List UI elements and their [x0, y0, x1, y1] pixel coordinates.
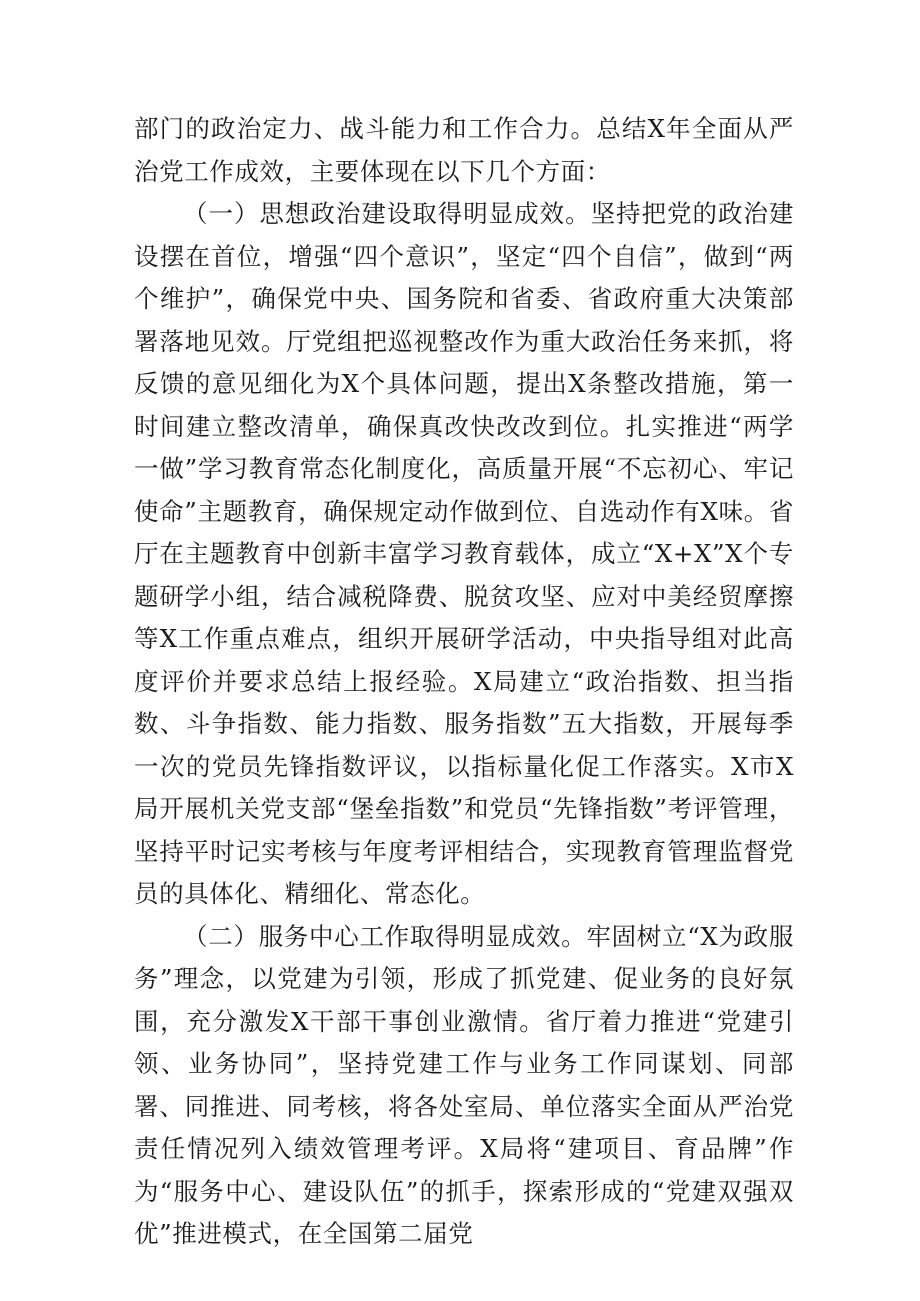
document-body [134, 108, 794, 1256]
paragraph-section-2: （二）服务中心工作取得明显成效。牢固树立“X为政服务”理念，以党建为引领，形成了抓党建、促业务的良好氛围，充分激发X干部干事创业激情。省厅着力推进“党建引领、业务协同”，坚持党建工作与业务工作同谋划、同部署、同推进、同考核，将各处室局、单位落实全面从严治党责任情况列入绩效管理考评。X局将“建项目、育品牌”作为“服务中心、建设队伍”的抓手，探索形成的“党建双强双优”推进模式，在全国第二届党 [134, 921, 794, 1248]
paragraph-section-1: （一）思想政治建设取得明显成效。坚持把党的政治建设摆在首位，增强“四个意识”，坚定“四个自信”，做到“两个维护”，确保党中央、国务院和省委、省政府重大决策部署落地见效。厅党组把巡视整改作为重大政治任务来抓，将反馈的意见细化为X个具体问题，提出X条整改措施，第一时间建立整改清单，确保真改快改改到位。扎实推进“两学一做”学习教育常态化制度化，高质量开展“不忘初心、牢记使命”主题教育，确保规定动作做到位、自选动作有X味。省厅在主题教育中创新丰富学习教育载体，成立“X+X”X个专题研学小组，结合减税降费、脱贫攻坚、应对中美经贸摩擦等X工作重点难点，组织开展研学活动，中央指导组对此高度评价并要求总结上报经验。X局建立“政治指数、担当指数、斗争指数、能力指数、服务指数”五大指数，开展每季一次的党员先锋指数评议，以指标量化促工作落实。X市X局开展机关党支部“堡垒指数”和党员“先锋指数”考评管理，坚持平时记实考核与年度考评相结合，实现教育管理监督党员的具体化、精细化、常态化。 [134, 199, 794, 908]
paragraph-intro: 部门的政治定力、战斗能力和工作合力。总结X年全面从严治党工作成效，主要体现在以下几个方面： [134, 114, 794, 186]
